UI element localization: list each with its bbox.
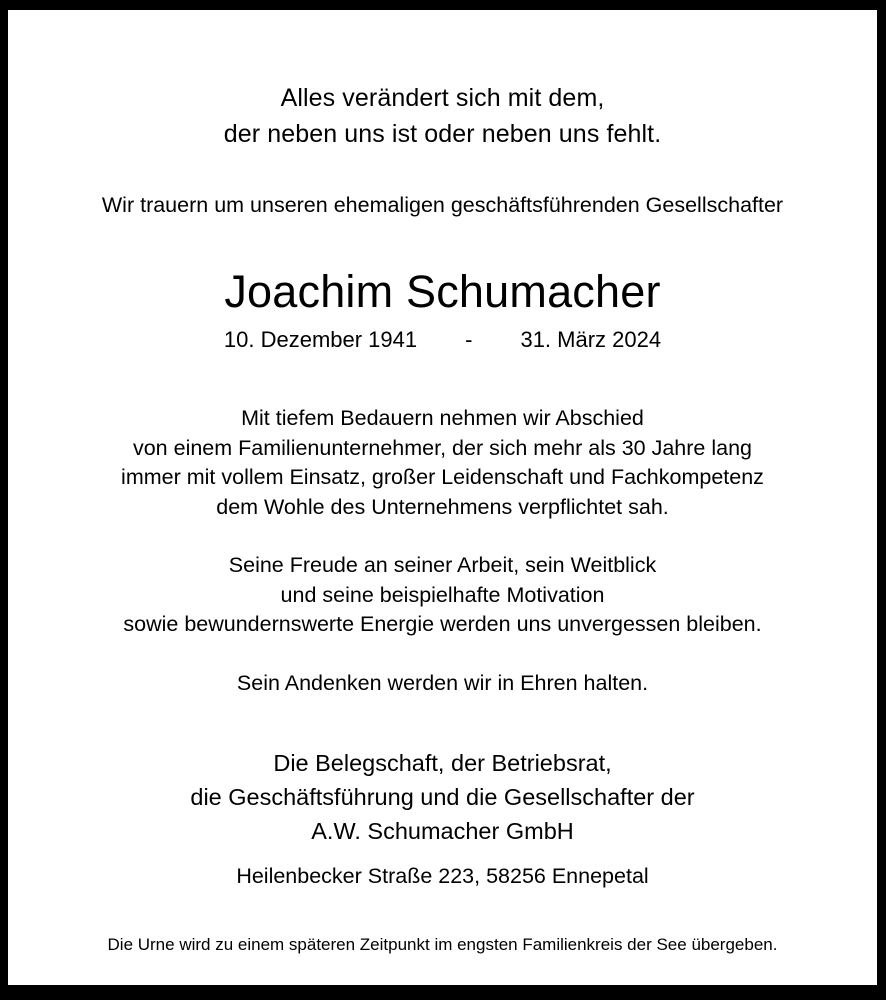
body-p2-line-2: und seine beispielhafte Motivation	[280, 582, 605, 607]
notice-content-area	[8, 10, 877, 985]
death-date: 31. März 2024	[520, 327, 662, 352]
obituary-body	[8, 356, 877, 698]
body-p2-line-1: Seine Freude an seiner Arbeit, sein Weitblick	[228, 553, 657, 577]
funeral-arrangement-note: Die Urne wird zu einem späteren Zeitpunkt im engsten Familienkreis der See übergeben.	[107, 935, 778, 954]
deceased-name-block	[8, 220, 877, 356]
company-address: Heilenbecker Straße 223, 58256 Ennepetal	[236, 864, 649, 888]
body-p3-line-1: Sein Andenken werden wir in Ehren halten.	[236, 670, 649, 695]
signature-block	[8, 698, 877, 891]
body-paragraph-3	[8, 669, 877, 699]
deceased-dates	[8, 320, 877, 356]
body-p1-line-1: Mit tiefem Bedauern nehmen wir Abschied	[241, 406, 644, 430]
body-p1-line-2: von einem Familienunternehmer, der sich mehr als 30 Jahre lang	[132, 435, 753, 460]
date-separator: -	[465, 327, 473, 352]
signature-line-2: die Geschäftsführung und die Gesellschafter der	[190, 784, 695, 810]
birth-date: 10. Dezember 1941	[223, 327, 418, 352]
memorial-quote	[8, 10, 877, 152]
body-p1-line-4: dem Wohle des Unternehmens verpflichtet sah.	[216, 494, 669, 519]
body-p2-line-3: sowie bewundernswerte Energie werden uns unvergessen bleiben.	[123, 612, 762, 636]
quote-line-2: der neben uns ist oder neben uns fehlt.	[223, 120, 662, 148]
mourning-intro-text: Wir trauern um unseren ehemaligen geschäftsführenden Gesellschafter	[101, 193, 784, 217]
body-p1-line-3: immer mit vollem Einsatz, großer Leidenschaft und Fachkompetenz	[121, 465, 764, 489]
signature-company-name: A.W. Schumacher GmbH	[311, 818, 574, 844]
body-paragraph-1	[8, 404, 877, 522]
signature-line-1: Die Belegschaft, der Betriebsrat,	[273, 750, 612, 776]
deceased-name: Joachim Schumacher	[224, 266, 661, 317]
quote-line-1: Alles verändert sich mit dem,	[280, 84, 605, 112]
body-paragraph-2	[8, 551, 877, 640]
